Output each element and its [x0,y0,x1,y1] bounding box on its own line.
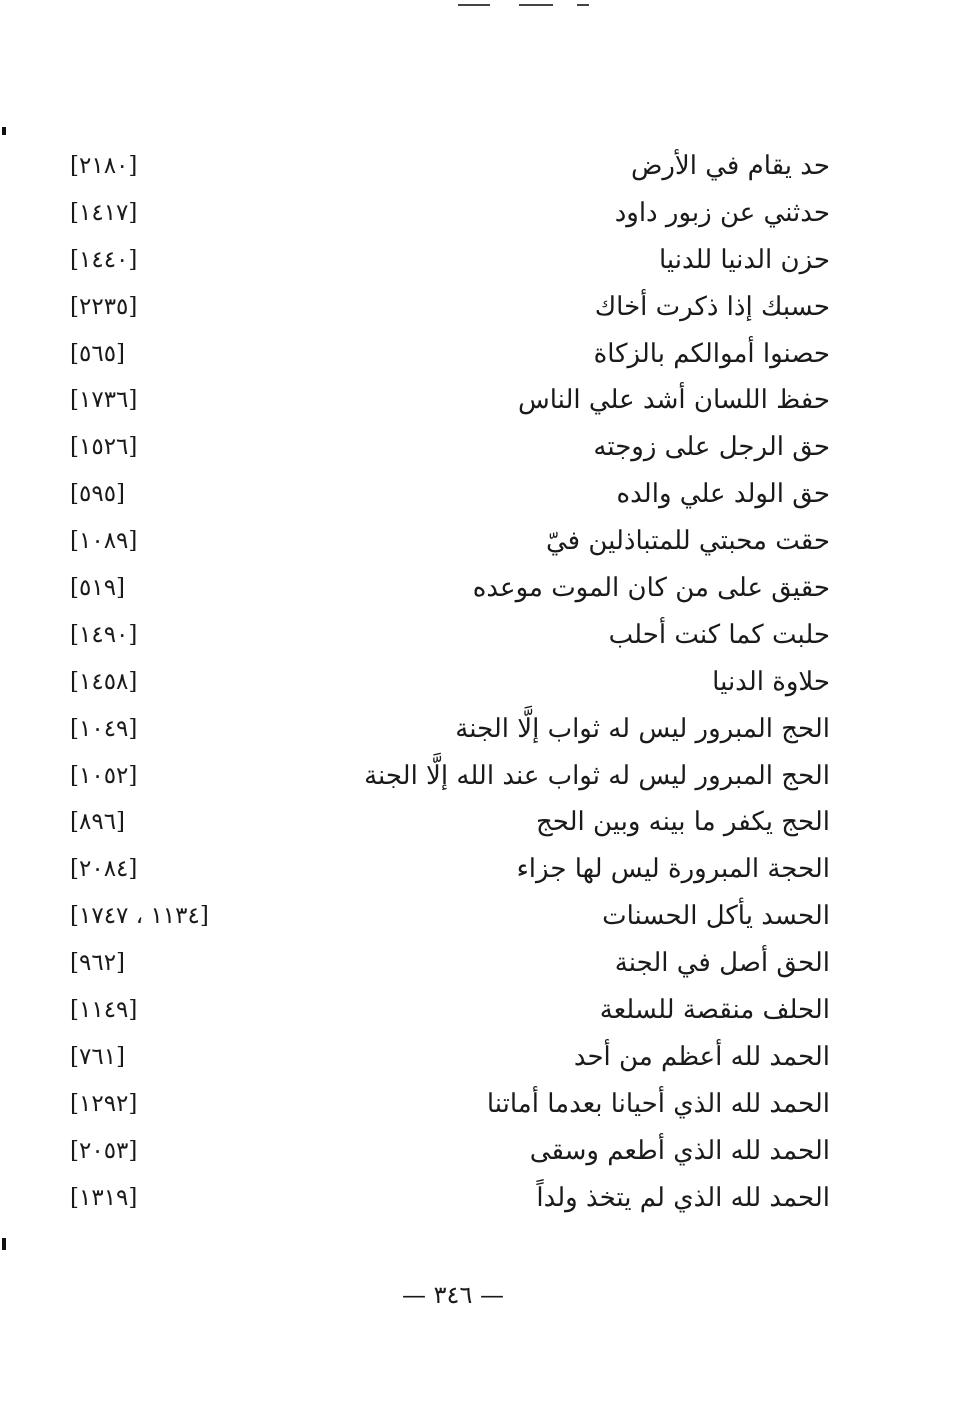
entry-reference: [١٤٥٨] [70,668,138,695]
entry-reference: [٢٢٣٥] [70,293,138,320]
entry-text: حق الرجل على زوجته [593,432,830,463]
index-entry [70,799,830,846]
entry-text: الحمد لله الذي لم يتخذ ولداً [536,1182,830,1213]
entry-text: حلبت كما كنت أحلب [608,619,830,650]
index-entry [70,377,830,424]
page-number: — ٣٤٦ — [402,1281,504,1309]
entry-text: الحلف منقصة للسلعة [599,995,830,1026]
entry-text: حسبك إذا ذكرت أخاك [594,291,830,322]
index-entry [70,518,830,565]
entry-reference: [١٢٩٢] [70,1090,138,1117]
entry-text: حد يقام في الأرض [630,151,830,181]
index-entry [70,331,830,378]
entry-text: الحمد لله الذي أحيانا بعدما أماتنا [486,1088,830,1119]
entry-reference: [٧٦١] [70,1043,126,1070]
index-entry [70,753,830,800]
index-entry [70,612,830,659]
entry-text: الحج يكفر ما بينه وبين الحج [536,807,830,838]
index-entry [70,706,830,753]
index-entry [70,987,830,1034]
entry-reference: [١٤٩٠] [70,621,138,648]
index-entry [70,1175,830,1222]
index-entry [70,846,830,893]
index-entry [70,284,830,331]
entry-text: حدثني عن زبور داود [614,197,830,228]
entry-reference: [١٤٤٠] [70,246,138,273]
entry-text: الحسد يأكل الحسنات [602,901,830,932]
index-entry [70,143,830,190]
entry-reference: [٢١٨٠] [70,153,138,179]
entry-text: حق الولد علي والده [616,479,830,510]
index-entry [70,565,830,612]
entry-reference: [٥٩٥] [70,481,126,508]
entry-text: حلاوة الدنيا [712,666,830,697]
entry-reference: [١١٣٤ ، ١٧٤٧] [70,903,209,930]
entry-text: حفظ اللسان أشد علي الناس [517,385,830,416]
entry-text: حقيق على من كان الموت موعده [472,573,830,604]
entry-reference: [١٠٥٢] [70,762,138,789]
top-rule [519,4,553,6]
index-entry [70,1128,830,1175]
index-entry [70,424,830,471]
entry-reference: [١٠٨٩] [70,528,138,555]
entry-reference: [٥٦٥] [70,340,126,367]
index-entry [70,1034,830,1081]
entry-text: الحمد لله الذي أطعم وسقى [529,1135,830,1166]
entry-text: الحمد لله أعظم من أحد [573,1041,830,1072]
entry-text: حزن الدنيا للدنيا [658,244,830,275]
margin-mark [2,1238,6,1250]
index-entry [70,659,830,706]
index-entry [70,237,830,284]
entry-reference: [١٤١٧] [70,199,138,226]
margin-mark [2,127,6,135]
entry-reference: [١٥٢٦] [70,434,138,461]
entry-text: حصنوا أموالكم بالزكاة [593,338,830,369]
entry-reference: [١٣١٩] [70,1184,138,1211]
entry-reference: [٢٠٨٤] [70,856,138,883]
top-rule [577,4,589,6]
index-entry [70,893,830,940]
entry-text: الحجة المبرورة ليس لها جزاء [516,854,830,885]
entry-text: الحج المبرور ليس له ثواب إلَّا الجنة [455,713,830,744]
entry-reference: [١٧٣٦] [70,387,138,414]
entry-reference: [١١٤٩] [70,997,138,1024]
index-entry [70,471,830,518]
entry-text: الحج المبرور ليس له ثواب عند الله إلَّا الجنة [364,760,830,791]
entry-reference: [٥١٩] [70,575,126,602]
entry-text: الحق أصل في الجنة [614,948,830,979]
hadith-index-list [70,143,830,1221]
index-entry [70,940,830,987]
entry-reference: [٩٦٢] [70,950,126,977]
index-entry [70,190,830,237]
entry-reference: [٨٩٦] [70,809,126,836]
entry-text: حقت محبتي للمتباذلين فيّ [545,526,830,557]
index-entry [70,1081,830,1128]
entry-reference: [٢٠٥٣] [70,1137,138,1164]
entry-reference: [١٠٤٩] [70,715,138,742]
top-rule [458,4,490,6]
